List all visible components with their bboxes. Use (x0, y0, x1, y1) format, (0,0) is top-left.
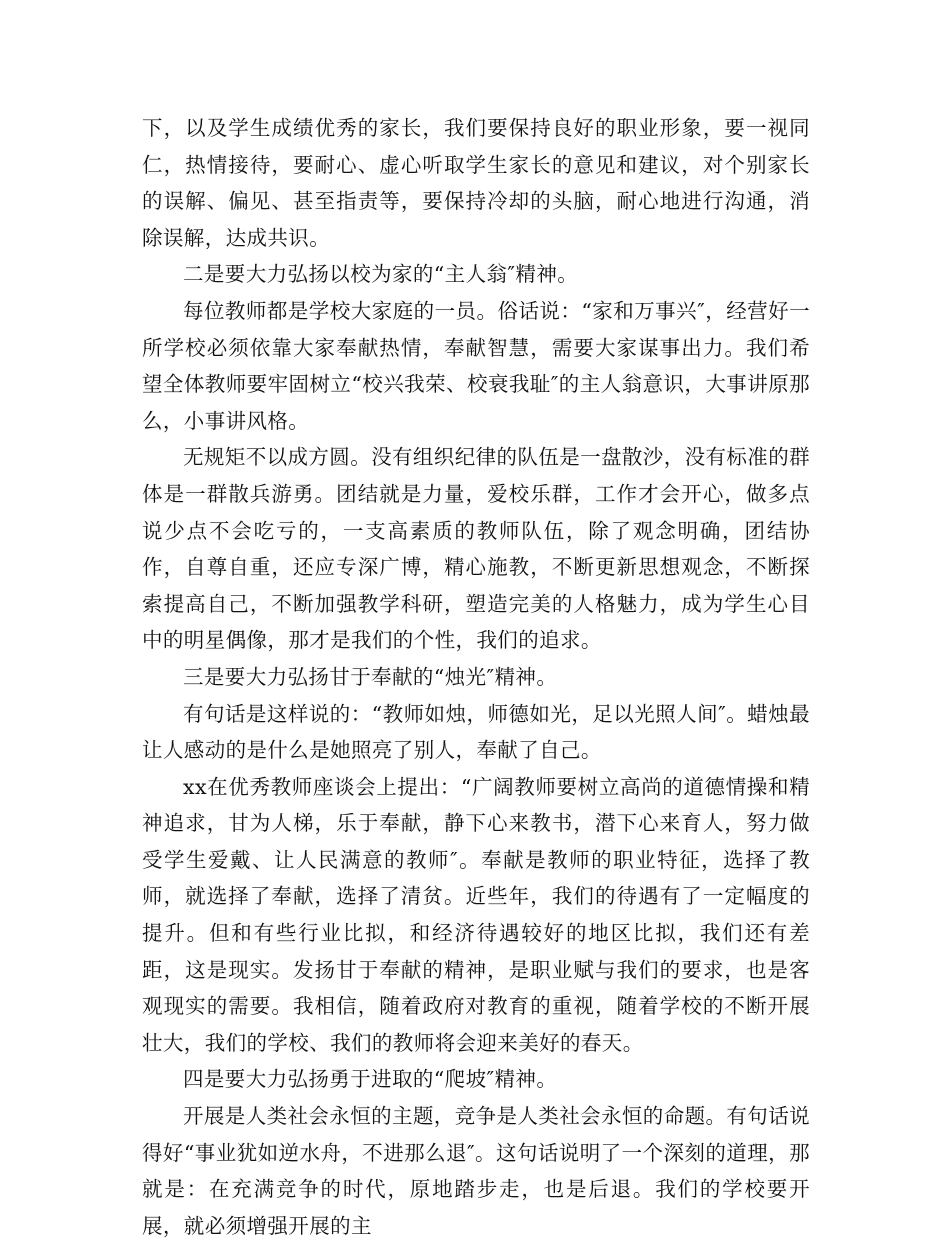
paragraph-9: 开展是人类社会永恒的主题，竞争是人类社会永恒的命题。有句话说得好“事业犹如逆水舟，不进那么退″。这句话说明了一个深刻的道理，那就是：在充满竞争的时代，原地踏步走，也是后退。我们的学校要开展，就必须增强开展的主 (142, 1104, 810, 1238)
paragraph-heading-3: 三是要大力弘扬甘于奉献的“烛光″精神。 (183, 664, 558, 689)
paragraph-7: xx在优秀教师座谈会上提出：“广阔教师要树立高尚的道德情操和精神追求，甘为人梯，乐于奉献，静下心来教书，潜下心来育人，努力做受学生爱戴、让人民满意的教师″。奉献是教师的职业特征，选择了教师，就选择了奉献，选择了清贫。近些年，我们的待遇有了一定幅度的提升。但和有些行业比拟，和经济待遇较好的地区比拟，我们还有差距，这是现实。发扬甘于奉献的精神，是职业赋与我们的要求，也是客观现实的需要。我相信，随着政府对教育的重视，随着学校的不断开展壮大，我们的学校、我们的教师将会迎来美好的春天。 (142, 774, 810, 1055)
paragraph-6: 有句话是这样说的：“教师如烛，师德如光，足以光照人间″。蜡烛最让人感动的是什么是她照亮了别人，奉献了自己。 (142, 701, 810, 763)
document-body (142, 110, 810, 1244)
paragraph-heading-4: 四是要大力弘扬勇于进取的“爬坡″精神。 (183, 1067, 558, 1092)
paragraph-heading-2: 二是要大力弘扬以校为家的“主人翁″精神。 (183, 262, 579, 287)
paragraph-4: 无规矩不以成方圆。没有组织纪律的队伍是一盘散沙，没有标准的群体是一群散兵游勇。团结就是力量，爱校乐群，工作才会开心，做多点说少点不会吃亏的，一支高素质的教师队伍，除了观念明确，团结协作，自尊自重，还应专深广博，精心施教，不断更新思想观念，不断探索提高自己，不断加强教学科研，塑造完美的人格魅力，成为学生心目中的明星偶像，那才是我们的个性，我们的追求。 (142, 445, 810, 653)
paragraph-1: 下，以及学生成绩优秀的家长，我们要保持良好的职业形象，要一视同仁，热情接待，要耐心、虚心听取学生家长的意见和建议，对个别家长的误解、偏见、甚至指责等，要保持冷却的头脑，耐心地进行沟通，消除误解，达成共识。 (142, 116, 810, 250)
paragraph-3: 每位教师都是学校大家庭的一员。俗话说：“家和万事兴″，经营好一所学校必须依靠大家奉献热情，奉献智慧，需要大家谋事出力。我们希望全体教师要牢固树立“校兴我荣、校衰我耻″的主人翁意识，大事讲原那么，小事讲风格。 (142, 298, 810, 433)
